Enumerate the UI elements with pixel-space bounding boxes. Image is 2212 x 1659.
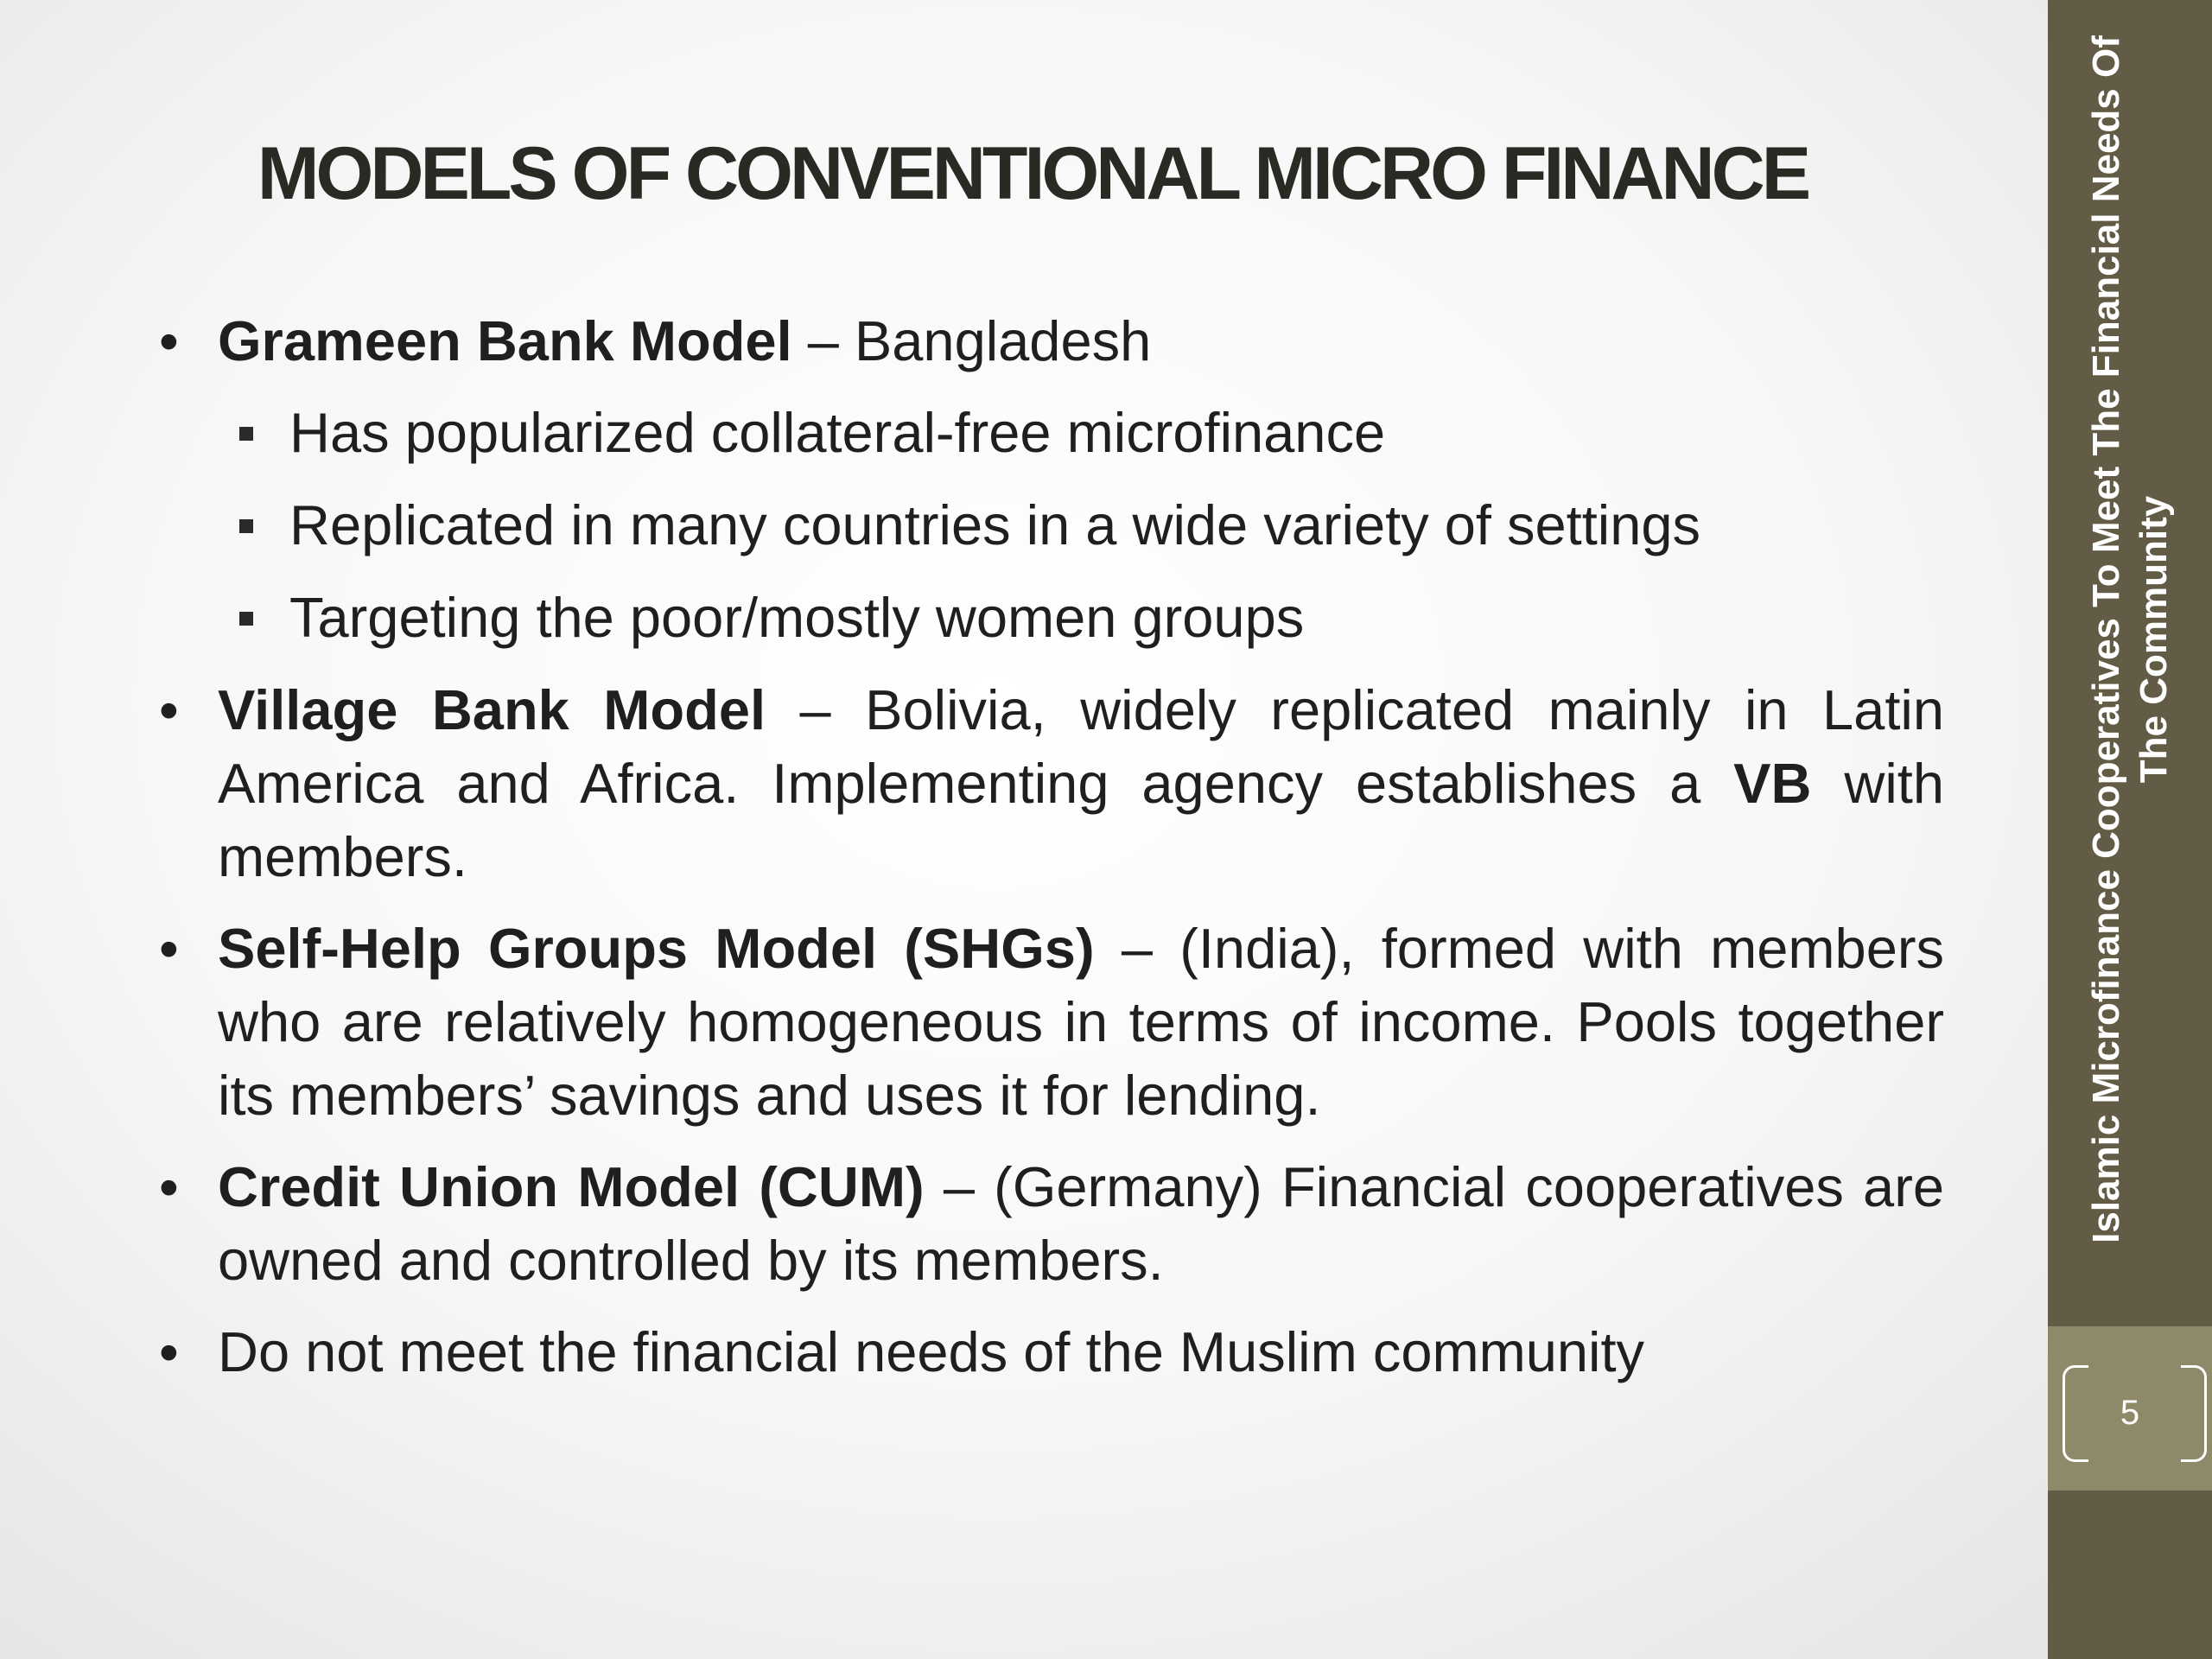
bullet-credit-union	[156, 1150, 1944, 1297]
square-bullet-icon	[239, 427, 253, 441]
bullet-self-help-groups	[156, 912, 1944, 1132]
sub-bullet-text: Targeting the poor/mostly women groups	[289, 586, 1305, 649]
sidebar-title: Islamic Microfinance Cooperatives To Meet The Financial Needs Of The Community	[2085, 35, 2175, 1243]
bullet-text: Do not meet the financial needs of the Muslim community	[218, 1320, 1645, 1383]
sub-bullet	[289, 396, 1944, 469]
bullet-heading: Credit Union Model (CUM)	[218, 1155, 925, 1218]
sub-bullet	[289, 488, 1944, 562]
bullet-text: – (India), formed with members who are relatively homogeneous in terms of income. Pools together its members’ savings and uses it for lending.	[218, 917, 1944, 1127]
bullet-heading: Self-Help Groups Model (SHGs)	[218, 917, 1095, 980]
square-bullet-icon	[239, 519, 253, 533]
page-number: 5	[2120, 1394, 2140, 1432]
bullet-village-bank	[156, 673, 1944, 893]
sub-bullet-text: Has popularized collateral-free microfinance	[289, 401, 1386, 464]
sub-bullet	[289, 581, 1944, 654]
bullet-text: with members.	[218, 752, 1944, 888]
page-number-box	[2048, 1326, 2212, 1491]
bullet-text: – Bangladesh	[791, 309, 1152, 372]
bullet-grameen	[156, 304, 1944, 378]
sub-bullet-text: Replicated in many countries in a wide variety of settings	[289, 493, 1701, 556]
slide-content	[156, 304, 1944, 1407]
bullet-text: – Bolivia, widely replicated mainly in Latin America and Africa. Implementing agency establishes a	[218, 678, 1944, 815]
bullet-conclusion	[156, 1315, 1944, 1389]
slide-title: MODELS OF CONVENTIONAL MICRO FINANCE	[257, 132, 1808, 215]
bullet-heading: Grameen Bank Model	[218, 309, 792, 372]
bullet-text: – (Germany) Financial cooperatives are owned and controlled by its members.	[218, 1155, 1944, 1292]
square-bullet-icon	[239, 612, 253, 626]
bullet-heading: Village Bank Model	[218, 678, 766, 741]
bullet-emphasis: VB	[1733, 752, 1812, 815]
